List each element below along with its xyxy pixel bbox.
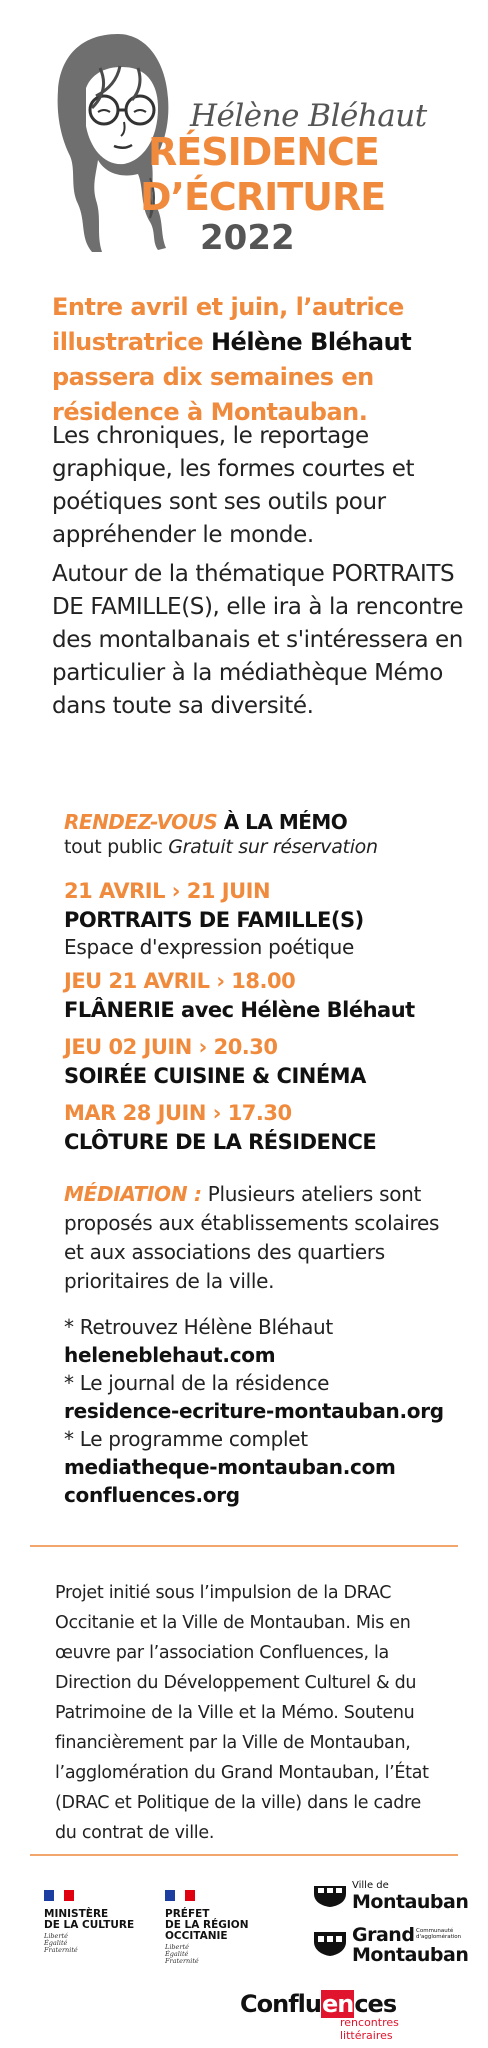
mediation-text: Plusieurs ateliers sont proposés aux établissements scolaires et aux associations des quartiers prioritaires de la ville.	[64, 1182, 440, 1293]
ville-montauban-label: Montauban	[352, 1891, 469, 1913]
event-date: 21 AVRIL › 21 JUIN	[64, 879, 271, 903]
prefet-line: PRÉFET	[165, 1908, 210, 1920]
intro-part-2: passera dix semaines en résidence à Montauban.	[52, 363, 374, 426]
motto-line: Fraternité	[44, 1946, 78, 1954]
confluences-subtitle: rencontres littéraires	[340, 2016, 399, 2042]
rdv-label: RENDEZ-VOUS	[64, 810, 218, 834]
paragraph-tools: Les chroniques, le reportage graphique, les formes courtes et poétiques sont ses outils pour appréhender le monde.	[52, 423, 415, 548]
event-3	[64, 1098, 474, 1156]
ministere-culture-logo	[44, 1886, 154, 1954]
prefet-line: OCCITANIE	[165, 1930, 228, 1942]
agglo-crest-icon	[312, 1928, 348, 1958]
event-1	[64, 966, 474, 1024]
event-date: JEU 02 JUIN › 20.30	[64, 1035, 278, 1059]
agglo-line: d'agglomération	[416, 1934, 462, 1940]
rendez-vous-header	[64, 810, 474, 860]
link-label: * Le journal de la résidence	[64, 1371, 330, 1395]
event-subtitle: Espace d'expression poétique	[64, 935, 355, 959]
ministere-line: MINISTÈRE	[44, 1908, 109, 1920]
confluences-logo	[240, 1990, 440, 2042]
confluences-part-c: ces	[354, 1990, 397, 2018]
motto-line: Liberté	[165, 1943, 189, 1951]
link-url[interactable]: mediatheque-montauban.com	[64, 1455, 396, 1479]
french-flag-icon	[165, 1886, 195, 1897]
intro-text	[52, 290, 472, 430]
grand-label: Grand	[352, 1924, 415, 1946]
mediation-label: MÉDIATION :	[64, 1182, 202, 1206]
public-label: tout public	[64, 836, 163, 858]
event-date: JEU 21 AVRIL › 18.00	[64, 969, 296, 993]
event-date: MAR 28 JUIN › 17.30	[64, 1101, 292, 1125]
event-title: CLÔTURE DE LA RÉSIDENCE	[64, 1130, 377, 1154]
motto-line: Fraternité	[165, 1957, 199, 1965]
link-url[interactable]: confluences.org	[64, 1483, 240, 1507]
ville-de-label: Ville de	[352, 1880, 389, 1891]
ville-crest-icon	[312, 1882, 348, 1908]
title-line-1: RÉSIDENCE	[148, 130, 379, 174]
paragraph-theme: Autour de la thématique PORTRAITS DE FAMILLE(S), elle ira à la rencontre des montalbanais et s'intéressera en particulier à la médiathèque Mémo dans toute sa diversité.	[52, 561, 464, 719]
link-url[interactable]: heleneblehaut.com	[64, 1343, 276, 1367]
motto-line: Égalité	[165, 1950, 189, 1958]
confluences-part-a: Conflu	[240, 1990, 321, 2018]
rdv-place: À LA MÉMO	[223, 810, 348, 834]
divider-top	[30, 1545, 458, 1547]
divider-bottom	[30, 1854, 458, 1856]
ministere-line: DE LA CULTURE	[44, 1919, 135, 1931]
motto-line: Liberté	[44, 1932, 68, 1940]
ville-montauban-logo	[312, 1880, 469, 1914]
grand-montauban-label: Montauban	[352, 1944, 469, 1966]
gratuit-label: Gratuit sur réservation	[168, 836, 378, 858]
event-title: FLÂNERIE avec Hélène Bléhaut	[64, 998, 415, 1022]
confluences-part-b: en	[321, 1990, 354, 2018]
mediation-block	[64, 1180, 464, 1296]
event-0	[64, 876, 474, 960]
title-line-2: D’ÉCRITURE	[140, 175, 386, 219]
prefet-occitanie-logo	[165, 1886, 275, 1965]
grand-montauban-logo	[312, 1924, 469, 1968]
links-block	[64, 1313, 474, 1509]
author-name: Hélène Bléhaut	[190, 98, 427, 134]
link-label: * Le programme complet	[64, 1427, 308, 1451]
intro-part-1: Entre avril et juin, l’autrice illustratrice	[52, 293, 404, 356]
link-url[interactable]: residence-ecriture-montauban.org	[64, 1399, 444, 1423]
event-title: PORTRAITS DE FAMILLE(S)	[64, 908, 364, 932]
year: 2022	[200, 218, 295, 258]
credits-text: Projet initié sous l’impulsion de la DRAC Occitanie et la Ville de Montauban. Mis en œuvre par l’association Confluences, la Direction du Développement Culturel & du Patrimoine de la Ville et la Mémo. Soutenu financièrement par la Ville de Montauban, l’agglomération du Grand Montauban, l’État (DRAC et Politique de la ville) dans le cadre du contrat de ville.	[55, 1583, 429, 1843]
link-label: * Retrouvez Hélène Bléhaut	[64, 1315, 333, 1339]
event-title: SOIRÉE CUISINE & CINÉMA	[64, 1064, 366, 1088]
intro-author-name: Hélène Bléhaut	[210, 328, 412, 356]
motto-line: Égalité	[44, 1939, 68, 1947]
french-flag-icon	[44, 1886, 74, 1897]
agglo-line: Communauté	[416, 1928, 454, 1934]
event-2	[64, 1032, 474, 1090]
prefet-line: DE LA RÉGION	[165, 1919, 249, 1931]
